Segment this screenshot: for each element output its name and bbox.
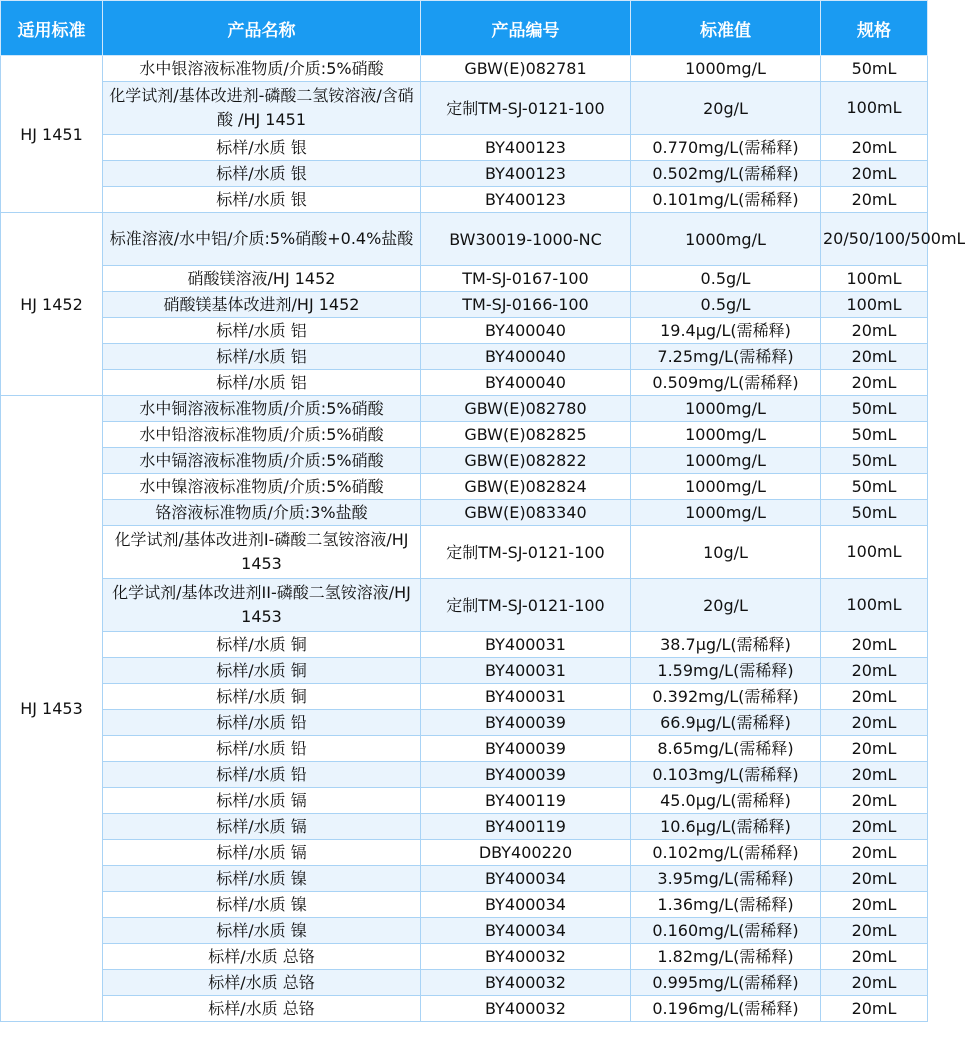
product-code-cell: BY400123 — [421, 135, 631, 161]
header-row — [1, 1, 928, 56]
product-code-cell: BY400039 — [421, 710, 631, 736]
product-name-cell: 标样/水质 镉 — [103, 840, 421, 866]
product-code-cell: BY400034 — [421, 866, 631, 892]
spec-cell: 20mL — [821, 918, 928, 944]
product-name-cell: 标准溶液/水中铝/介质:5%硝酸+0.4%盐酸 — [103, 213, 421, 266]
product-name-cell: 化学试剂/基体改进剂II-磷酸二氢铵溶液/HJ 1453 — [103, 579, 421, 632]
table-row — [1, 474, 928, 500]
product-code-cell: TM-SJ-0166-100 — [421, 292, 631, 318]
header-standard: 适用标准 — [1, 1, 103, 56]
standard-value-cell: 0.5g/L — [631, 266, 821, 292]
standard-value-cell: 0.196mg/L(需稀释) — [631, 996, 821, 1022]
standard-value-cell: 1000mg/L — [631, 213, 821, 266]
spec-cell: 50mL — [821, 396, 928, 422]
product-name-cell: 标样/水质 银 — [103, 135, 421, 161]
standard-value-cell: 0.502mg/L(需稀释) — [631, 161, 821, 187]
product-code-cell: BY400031 — [421, 632, 631, 658]
table-row — [1, 56, 928, 82]
product-code-cell: 定制TM-SJ-0121-100 — [421, 526, 631, 579]
spec-cell: 20mL — [821, 658, 928, 684]
product-code-cell: GBW(E)082780 — [421, 396, 631, 422]
product-name-cell: 水中铜溶液标准物质/介质:5%硝酸 — [103, 396, 421, 422]
product-code-cell: BY400040 — [421, 370, 631, 396]
spec-cell: 20mL — [821, 788, 928, 814]
standard-value-cell: 1.36mg/L(需稀释) — [631, 892, 821, 918]
product-code-cell: 定制TM-SJ-0121-100 — [421, 82, 631, 135]
table-row — [1, 840, 928, 866]
table-row — [1, 579, 928, 632]
standard-value-cell: 20g/L — [631, 579, 821, 632]
spec-cell: 50mL — [821, 474, 928, 500]
table-row — [1, 344, 928, 370]
product-name-cell: 标样/水质 银 — [103, 161, 421, 187]
spec-cell: 20mL — [821, 161, 928, 187]
standard-value-cell: 1000mg/L — [631, 56, 821, 82]
table-row — [1, 788, 928, 814]
table-row — [1, 422, 928, 448]
spec-cell: 20mL — [821, 840, 928, 866]
header-standard-value: 标准值 — [631, 1, 821, 56]
standard-value-cell: 0.995mg/L(需稀释) — [631, 970, 821, 996]
spec-cell: 20mL — [821, 344, 928, 370]
table-row — [1, 866, 928, 892]
standard-value-cell: 3.95mg/L(需稀释) — [631, 866, 821, 892]
spec-cell: 20mL — [821, 318, 928, 344]
standard-value-cell: 0.160mg/L(需稀释) — [631, 918, 821, 944]
spec-cell: 20mL — [821, 944, 928, 970]
table-row — [1, 970, 928, 996]
standard-value-cell: 45.0μg/L(需稀释) — [631, 788, 821, 814]
spec-cell: 20mL — [821, 736, 928, 762]
product-code-cell: BY400123 — [421, 187, 631, 213]
product-code-cell: GBW(E)082781 — [421, 56, 631, 82]
standard-value-cell: 10g/L — [631, 526, 821, 579]
table-row — [1, 213, 928, 266]
standard-cell: HJ 1453 — [1, 396, 103, 1022]
spec-cell: 100mL — [821, 526, 928, 579]
standard-value-cell: 1000mg/L — [631, 474, 821, 500]
table-row — [1, 135, 928, 161]
product-name-cell: 标样/水质 总铬 — [103, 970, 421, 996]
product-code-cell: BY400040 — [421, 344, 631, 370]
standard-value-cell: 1000mg/L — [631, 448, 821, 474]
product-name-cell: 水中镍溶液标准物质/介质:5%硝酸 — [103, 474, 421, 500]
table-row — [1, 266, 928, 292]
standard-value-cell: 0.103mg/L(需稀释) — [631, 762, 821, 788]
standard-value-cell: 0.102mg/L(需稀释) — [631, 840, 821, 866]
product-code-cell: 定制TM-SJ-0121-100 — [421, 579, 631, 632]
product-name-cell: 水中铅溶液标准物质/介质:5%硝酸 — [103, 422, 421, 448]
product-name-cell: 标样/水质 镉 — [103, 788, 421, 814]
standard-value-cell: 19.4μg/L(需稀释) — [631, 318, 821, 344]
product-name-cell: 标样/水质 铜 — [103, 632, 421, 658]
standard-value-cell: 1.59mg/L(需稀释) — [631, 658, 821, 684]
product-name-cell: 标样/水质 铅 — [103, 736, 421, 762]
product-code-cell: BY400119 — [421, 788, 631, 814]
product-name-cell: 标样/水质 银 — [103, 187, 421, 213]
product-code-cell: BY400034 — [421, 892, 631, 918]
product-name-cell: 铬溶液标准物质/介质:3%盐酸 — [103, 500, 421, 526]
spec-cell: 100mL — [821, 579, 928, 632]
spec-cell: 100mL — [821, 292, 928, 318]
product-name-cell: 标样/水质 铝 — [103, 318, 421, 344]
table-row — [1, 684, 928, 710]
spec-cell: 20mL — [821, 814, 928, 840]
product-name-cell: 标样/水质 镉 — [103, 814, 421, 840]
spec-cell: 20mL — [821, 866, 928, 892]
product-name-cell: 标样/水质 铅 — [103, 762, 421, 788]
spec-cell: 20mL — [821, 762, 928, 788]
table-row — [1, 814, 928, 840]
standard-value-cell: 20g/L — [631, 82, 821, 135]
table-row — [1, 918, 928, 944]
table-row — [1, 448, 928, 474]
spec-cell: 20mL — [821, 370, 928, 396]
product-name-cell: 标样/水质 镍 — [103, 918, 421, 944]
standard-cell: HJ 1451 — [1, 56, 103, 213]
product-code-cell: GBW(E)082824 — [421, 474, 631, 500]
product-code-cell: BY400034 — [421, 918, 631, 944]
product-name-cell: 标样/水质 铝 — [103, 344, 421, 370]
table-row — [1, 396, 928, 422]
table-row — [1, 996, 928, 1022]
table-body — [1, 56, 965, 1022]
spec-cell: 20mL — [821, 684, 928, 710]
product-code-cell: BY400039 — [421, 762, 631, 788]
spec-cell: 20mL — [821, 892, 928, 918]
standard-value-cell: 1.82mg/L(需稀释) — [631, 944, 821, 970]
table-row — [1, 292, 928, 318]
product-name-cell: 标样/水质 铅 — [103, 710, 421, 736]
standard-value-cell: 38.7μg/L(需稀释) — [631, 632, 821, 658]
standard-value-cell: 1000mg/L — [631, 422, 821, 448]
table-row — [1, 710, 928, 736]
table-row — [1, 187, 928, 213]
product-code-cell: BW30019-1000-NC — [421, 213, 631, 266]
table-row — [1, 892, 928, 918]
table-row — [1, 318, 928, 344]
product-name-cell: 标样/水质 总铬 — [103, 944, 421, 970]
table-row — [1, 161, 928, 187]
product-name-cell: 硝酸镁基体改进剂/HJ 1452 — [103, 292, 421, 318]
spec-cell: 20mL — [821, 135, 928, 161]
standard-value-cell: 66.9μg/L(需稀释) — [631, 710, 821, 736]
table-row — [1, 762, 928, 788]
table-row — [1, 736, 928, 762]
product-code-cell: GBW(E)082825 — [421, 422, 631, 448]
header-spec: 规格 — [821, 1, 928, 56]
spec-cell: 50mL — [821, 500, 928, 526]
spec-cell: 100mL — [821, 266, 928, 292]
standard-value-cell: 0.770mg/L(需稀释) — [631, 135, 821, 161]
table-row — [1, 82, 928, 135]
spec-cell: 50mL — [821, 56, 928, 82]
standard-value-cell: 0.509mg/L(需稀释) — [631, 370, 821, 396]
product-code-cell: BY400039 — [421, 736, 631, 762]
spec-cell: 20mL — [821, 710, 928, 736]
spec-cell: 20mL — [821, 970, 928, 996]
header-product-code: 产品编号 — [421, 1, 631, 56]
product-name-cell: 标样/水质 铜 — [103, 658, 421, 684]
spec-cell: 50mL — [821, 448, 928, 474]
standard-value-cell: 1000mg/L — [631, 396, 821, 422]
product-code-cell: DBY400220 — [421, 840, 631, 866]
product-name-cell: 标样/水质 总铬 — [103, 996, 421, 1022]
product-name-cell: 水中银溶液标准物质/介质:5%硝酸 — [103, 56, 421, 82]
product-name-cell: 标样/水质 铜 — [103, 684, 421, 710]
standard-value-cell: 7.25mg/L(需稀释) — [631, 344, 821, 370]
product-code-cell: GBW(E)082822 — [421, 448, 631, 474]
table-row — [1, 370, 928, 396]
product-code-cell: GBW(E)083340 — [421, 500, 631, 526]
table-row — [1, 526, 928, 579]
spec-cell: 50mL — [821, 422, 928, 448]
product-code-cell: BY400031 — [421, 658, 631, 684]
standard-value-cell: 10.6μg/L(需稀释) — [631, 814, 821, 840]
spec-cell: 20mL — [821, 996, 928, 1022]
product-code-cell: TM-SJ-0167-100 — [421, 266, 631, 292]
standard-value-cell: 0.5g/L — [631, 292, 821, 318]
product-name-cell: 标样/水质 镍 — [103, 892, 421, 918]
product-code-cell: BY400032 — [421, 944, 631, 970]
standard-value-cell: 0.392mg/L(需稀释) — [631, 684, 821, 710]
table-row — [1, 500, 928, 526]
product-code-cell: BY400123 — [421, 161, 631, 187]
product-name-cell: 化学试剂/基体改进剂I-磷酸二氢铵溶液/HJ 1453 — [103, 526, 421, 579]
product-code-cell: BY400040 — [421, 318, 631, 344]
standard-cell: HJ 1452 — [1, 213, 103, 396]
table-row — [1, 944, 928, 970]
spec-cell: 100mL — [821, 82, 928, 135]
table-row — [1, 658, 928, 684]
table-row — [1, 632, 928, 658]
product-code-cell: BY400031 — [421, 684, 631, 710]
product-name-cell: 硝酸镁溶液/HJ 1452 — [103, 266, 421, 292]
product-name-cell: 标样/水质 镍 — [103, 866, 421, 892]
standard-value-cell: 8.65mg/L(需稀释) — [631, 736, 821, 762]
product-code-cell: BY400032 — [421, 996, 631, 1022]
header-product-name: 产品名称 — [103, 1, 421, 56]
product-name-cell: 水中镉溶液标准物质/介质:5%硝酸 — [103, 448, 421, 474]
standard-value-cell: 1000mg/L — [631, 500, 821, 526]
spec-cell: 20mL — [821, 632, 928, 658]
standard-value-cell: 0.101mg/L(需稀释) — [631, 187, 821, 213]
product-code-cell: BY400032 — [421, 970, 631, 996]
spec-cell: 20/50/100/500mL — [821, 213, 928, 266]
spec-cell: 20mL — [821, 187, 928, 213]
product-name-cell: 标样/水质 铝 — [103, 370, 421, 396]
product-code-cell: BY400119 — [421, 814, 631, 840]
product-name-cell: 化学试剂/基体改进剂-磷酸二氢铵溶液/含硝酸 /HJ 1451 — [103, 82, 421, 135]
